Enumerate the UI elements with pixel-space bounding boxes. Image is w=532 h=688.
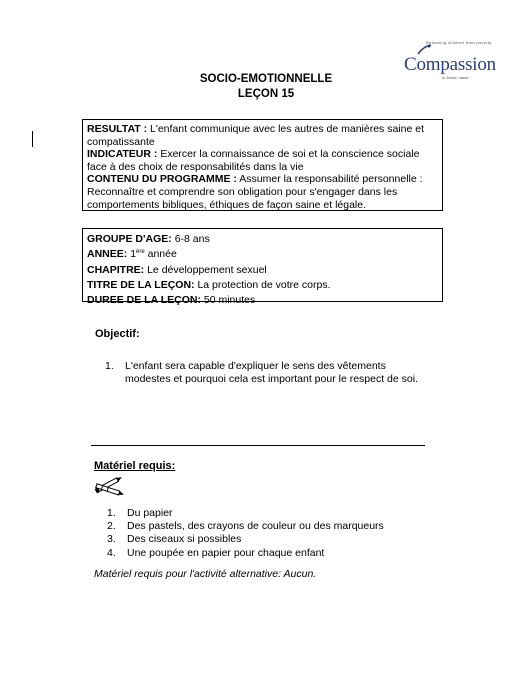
titre-value: La protection de votre corps. — [197, 278, 331, 291]
resultat-row — [87, 123, 438, 148]
contenu-label: CONTENU DU PROGRAMME : — [87, 173, 237, 186]
groupe-row — [87, 232, 438, 247]
resultat-label: RESULTAT : — [87, 123, 148, 135]
annee-num: 1 — [130, 248, 137, 261]
duree-row — [87, 293, 438, 308]
item-number: 3. — [107, 533, 116, 546]
indicateur-text: Exercer la connaissance de soi et la conscience sociale face à des choix de responsabilités dans la vie — [87, 148, 420, 173]
item-number: 2. — [107, 520, 116, 533]
objectif-heading: Objectif: — [95, 328, 140, 340]
item-text: L'enfant sera capable d'expliquer le sens des vêtements — [125, 360, 386, 372]
item-text: Des pastels, des crayons de couleur ou des marqueurs — [127, 520, 384, 533]
logo-subtitle: in Jesus' name — [442, 75, 469, 80]
titre-label: TITRE DE LA LEÇON: — [87, 278, 195, 291]
annee-label: ANNEE: — [87, 248, 128, 261]
annee-row — [87, 247, 438, 262]
pencil-crayon-icon — [93, 475, 127, 499]
chapitre-label: CHAPITRE: — [87, 263, 145, 276]
alternative-materials: Matériel requis pour l'activité alternative: Aucun. — [94, 568, 317, 580]
list-item — [107, 533, 437, 546]
logo-tagline: Releasing children from poverty — [426, 40, 492, 45]
item-text: Une poupée en papier pour chaque enfant — [127, 546, 325, 559]
outcomes-box — [82, 119, 443, 211]
chapitre-value: Le développement sexuel — [147, 263, 267, 276]
annee-sup: ère — [136, 249, 145, 256]
list-item — [105, 360, 435, 373]
item-text: Du papier — [127, 507, 173, 519]
list-item — [107, 520, 437, 533]
resultat-text: L'enfant communique avec les autres de manières saine et compatissante — [87, 123, 424, 148]
objectif-list — [105, 360, 435, 386]
chapitre-row — [87, 263, 438, 278]
lesson-info-box — [82, 228, 443, 307]
logo-wordmark: Compassion — [404, 54, 496, 75]
groupe-label: GROUPE D'AGE: — [87, 233, 172, 245]
list-item — [107, 507, 437, 520]
indicateur-row — [87, 148, 438, 173]
contenu-row — [87, 173, 438, 211]
text-cursor — [32, 131, 33, 147]
materiel-heading: Matériel requis: — [94, 460, 176, 472]
annee-word: année — [147, 248, 177, 261]
contenu-text: Assumer la responsabilité personnelle : Reconnaître et comprendre son obligation pour s'engager dans les comportements bibliques, éthiques de façon saine et légale. — [87, 173, 423, 211]
item-number: 1. — [105, 360, 114, 372]
duree-label: DUREE DE LA LEÇON: — [87, 294, 201, 307]
item-text-continued: modestes et pourquoi cela est important pour le respect de soi. — [125, 373, 418, 385]
list-item — [107, 547, 437, 560]
item-text: Des ciseaux si possibles — [127, 533, 242, 546]
groupe-value: 6-8 ans — [174, 233, 210, 245]
doc-title: SOCIO-EMOTIONNELLE — [199, 73, 333, 85]
duree-value: 50 minutes — [203, 294, 256, 307]
materiel-list — [107, 507, 437, 560]
lesson-title: LEÇON 15 — [237, 88, 295, 100]
item-number: 4. — [107, 546, 116, 559]
divider — [91, 445, 425, 446]
titre-row — [87, 278, 438, 293]
item-number: 1. — [107, 507, 116, 519]
indicateur-label: INDICATEUR : — [87, 148, 158, 161]
